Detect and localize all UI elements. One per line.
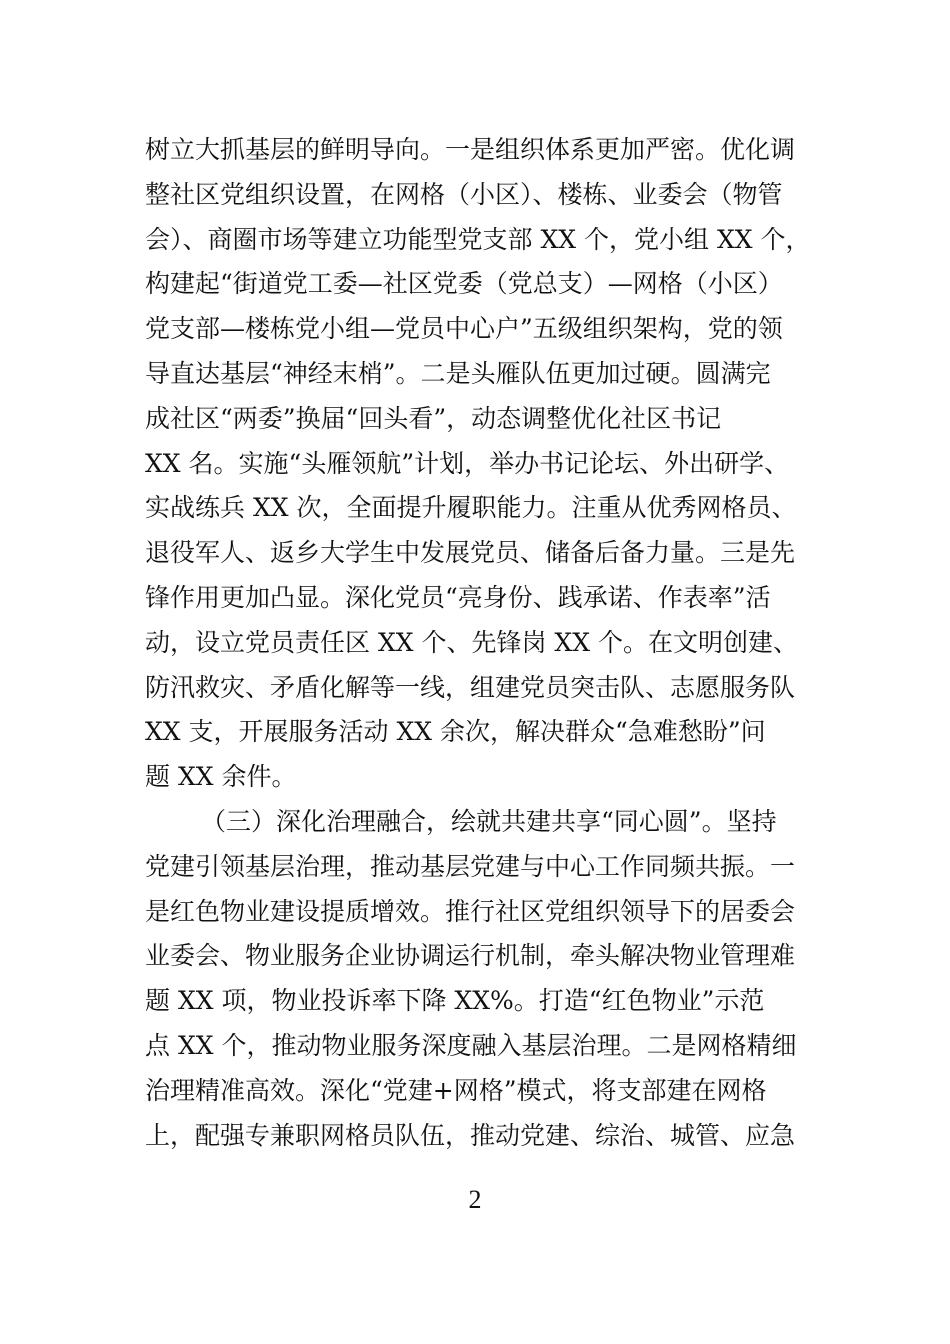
text-line: 动，设立党员责任区 XX 个、先锋岗 XX 个。在文明创建、 bbox=[145, 627, 798, 657]
text-line: 题 XX 项，物业投诉率下降 XX%。打造“红色物业”示范 bbox=[145, 986, 765, 1016]
text-line: 业委会、物业服务企业协调运行机制，牵头解决物业管理难 bbox=[145, 941, 796, 971]
text-line: 上，配强专兼职网格员队伍，推动党建、综治、城管、应急 bbox=[145, 1120, 796, 1150]
text-line: 党建引领基层治理，推动基层党建与中心工作同频共振。一 bbox=[145, 851, 796, 881]
text-line: 题 XX 余件。 bbox=[145, 762, 297, 792]
text-line: 治理精准高效。深化“党建+网格”模式，将支部建在网格 bbox=[145, 1075, 767, 1105]
text-line: 防汛救灾、矛盾化解等一线，组建党员突击队、志愿服务队 bbox=[145, 672, 796, 702]
text-line: 整社区党组织设置，在网格（小区）、楼栋、业委会（物管 bbox=[145, 179, 783, 209]
text-line: 锋作用更加凸显。深化党员“亮身份、践承诺、作表率”活 bbox=[145, 582, 771, 612]
text-line: 党支部—楼栋党小组—党员中心户”五级组织架构，党的领 bbox=[145, 314, 783, 344]
text-line: 会）、商圈市场等建立功能型党支部 XX 个，党小组 XX 个， bbox=[145, 224, 811, 254]
text-line: 成社区“两委”换届“回头看”，动态调整优化社区书记 bbox=[145, 403, 722, 433]
text-line: 构建起“街道党工委—社区党委（党总支）—网格（小区） bbox=[145, 269, 783, 299]
text-line: 树立大抓基层的鲜明导向。一是组织体系更加严密。优化调 bbox=[145, 135, 796, 164]
section-heading-line: （三）深化治理融合，绘就共建共享“同心圆”。坚持 bbox=[201, 806, 777, 836]
body-text bbox=[145, 128, 815, 1158]
text-line: 点 XX 个，推动物业服务深度融入基层治理。二是网格精细 bbox=[145, 1030, 797, 1060]
text-line: 是红色物业建设提质增效。推行社区党组织领导下的居委会 bbox=[145, 896, 796, 926]
text-line: 退役军人、返乡大学生中发展党员、储备后备力量。三是先 bbox=[145, 538, 796, 568]
text-line: XX 名。实施“头雁领航”计划，举办书记论坛、外出研学、 bbox=[145, 448, 790, 478]
page-number: 2 bbox=[468, 1185, 482, 1214]
text-line: 导直达基层“神经末梢”。二是头雁队伍更加过硬。圆满完 bbox=[145, 358, 771, 388]
text-line: XX 支，开展服务活动 XX 余次，解决群众“急难愁盼”问 bbox=[145, 717, 766, 747]
text-line: 实战练兵 XX 次，全面提升履职能力。注重从优秀网格员、 bbox=[145, 493, 797, 523]
